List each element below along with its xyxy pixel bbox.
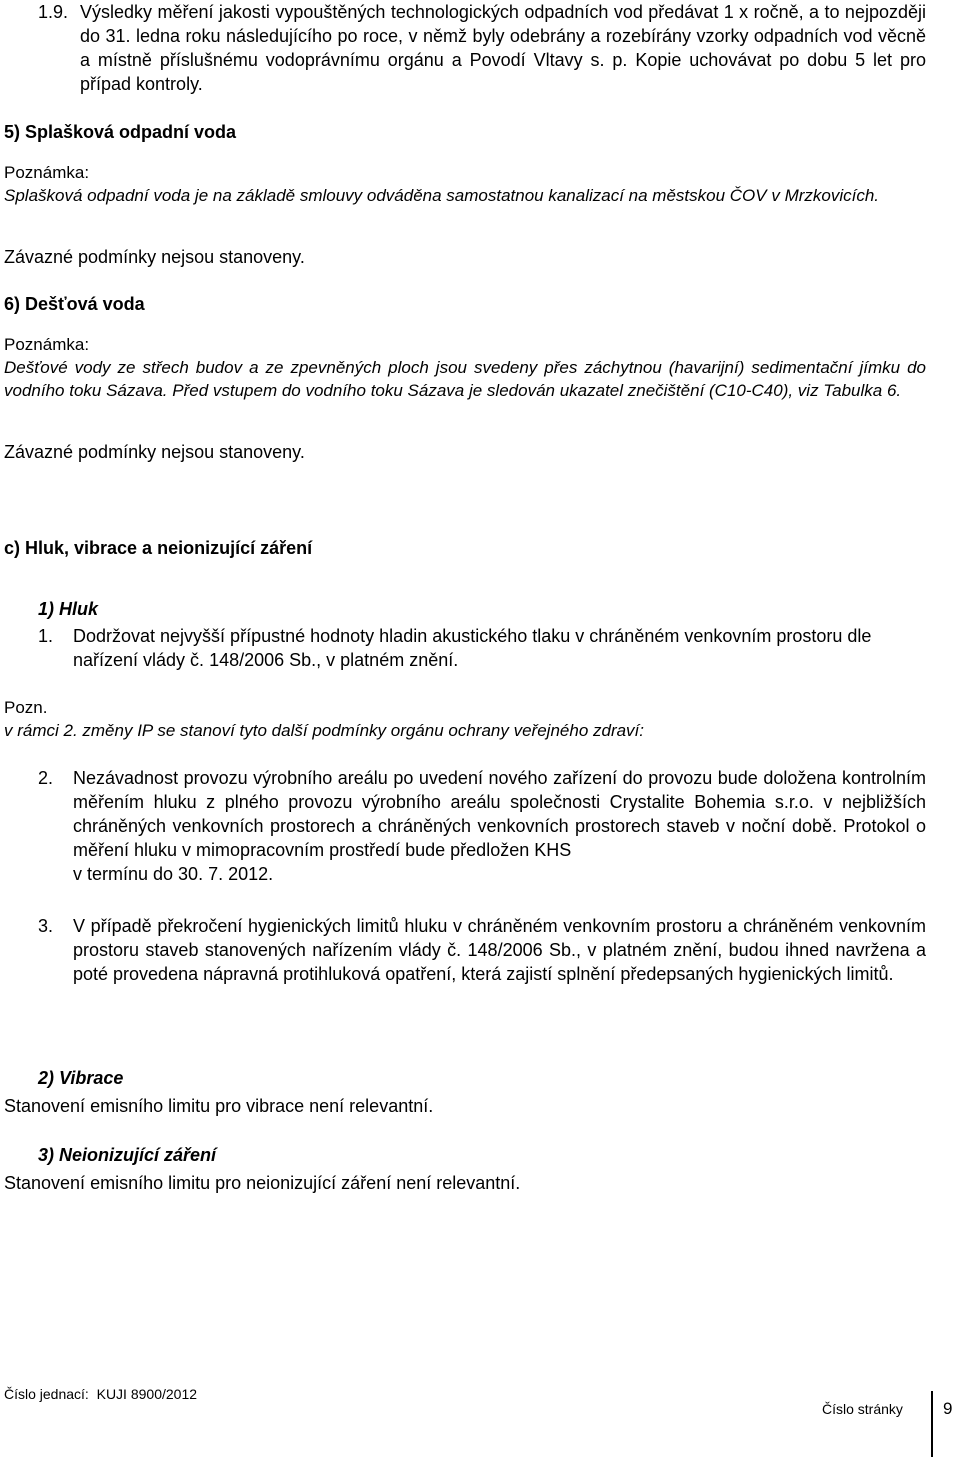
footer-ref-label: Číslo jednací: — [4, 1386, 89, 1402]
condition-1-9 — [38, 0, 926, 96]
section-c-heading: c) Hluk, vibrace a neionizující záření — [4, 538, 313, 558]
hluk-heading: 1) Hluk — [38, 599, 99, 619]
section-5-conditions: Závazné podmínky nejsou stanoveny. — [4, 247, 305, 267]
footer-ref-value: KUJI 8900/2012 — [96, 1386, 198, 1402]
hluk-item-3-text: V případě překročení hygienických limitů hluku v chráněném venkovním prostoru a chráněném venkovním prostoru staveb stanovených nařízením vlády č. 148/2006 Sb., v platném znění, budou ihned navržena a poté provedena nápravná protihluková opatření, která zajistí splnění předepsaných hygienických limitů. — [73, 916, 926, 984]
section-6-heading: 6) Dešťová voda — [4, 294, 145, 314]
hluk-item-1 — [38, 624, 926, 672]
hluk-item-1-number: 1. — [38, 626, 54, 646]
footer-reference — [4, 1385, 197, 1403]
neionizujici-text: Stanovení emisního limitu pro neionizující záření není relevantní. — [4, 1173, 521, 1193]
section-6-note-text — [4, 357, 926, 402]
hluk-item-2-text: Nezávadnost provozu výrobního areálu po uvedení nového zařízení do provozu bude doložena kontrolním měřením hluku z plného provozu výrobního areálu společnosti Crystalite Bohemia s.r.o. v nejbližších chráněných venkovních prostorech a chráněných venkovních prostorech staveb v noční době. Protokol o měření hluku v mimopracovním prostředí bude předložen KHS — [73, 768, 926, 860]
hluk-item-2 — [38, 766, 926, 886]
footer-page-number: 9 — [943, 1399, 953, 1418]
footer-page-label: Číslo stránky — [822, 1401, 903, 1417]
hluk-item-3-number: 3. — [38, 916, 54, 936]
footer-divider — [931, 1391, 933, 1457]
hluk-item-1-text: Dodržovat nejvyšší přípustné hodnoty hladin akustického tlaku v chráněném venkovním prostoru dle nařízení vlády č. 148/2006 Sb., v platném znění. — [73, 626, 872, 670]
section-6-note-text-a: Dešťové vody ze střech budov a ze zpevněných ploch jsou svedeny přes záchytnou (havarijní) sedimentační jímku do vodního toku Sázava. — [4, 358, 926, 400]
neionizujici-heading: 3) Neionizující záření — [38, 1145, 217, 1165]
section-6-note-text-b: Před vstupem do vodního toku Sázava je sledován ukazatel znečištění (C10-C40), viz Tabulka 6. — [167, 380, 902, 400]
section-6-note-label: Poznámka: — [4, 335, 90, 354]
hluk-item-2-number: 2. — [38, 768, 54, 788]
pozn-text: v rámci 2. změny IP se stanoví tyto další podmínky orgánu ochrany veřejného zdraví: — [4, 721, 645, 740]
section-5-heading: 5) Splašková odpadní voda — [4, 122, 237, 142]
hluk-item-2-deadline: v termínu do 30. 7. 2012. — [73, 864, 274, 884]
vibrace-text: Stanovení emisního limitu pro vibrace není relevantní. — [4, 1096, 434, 1116]
pozn-label: Pozn. — [4, 698, 48, 717]
vibrace-heading: 2) Vibrace — [38, 1068, 124, 1088]
condition-number: 1.9. — [38, 2, 69, 22]
section-6-conditions: Závazné podmínky nejsou stanoveny. — [4, 442, 305, 462]
condition-text: Výsledky měření jakosti vypouštěných technologických odpadních vod předávat 1 x ročně, a to nejpozději do 31. ledna roku následujícího po roce, v němž byly odebrány a rozebírány vzorky odpadních vod věcně a místně příslušnému vodoprávnímu orgánu a Povodí Vltavy s. p. Kopie uchovávat po dobu 5 let pro případ kontroly. — [80, 2, 926, 94]
section-5-note-text: Splašková odpadní voda je na základě smlouvy odváděna samostatnou kanalizací na městskou ČOV v Mrzkovicích. — [4, 186, 880, 205]
section-5-note-label: Poznámka: — [4, 163, 90, 182]
hluk-item-3 — [38, 914, 926, 986]
hluk-item-2-body — [73, 766, 926, 886]
